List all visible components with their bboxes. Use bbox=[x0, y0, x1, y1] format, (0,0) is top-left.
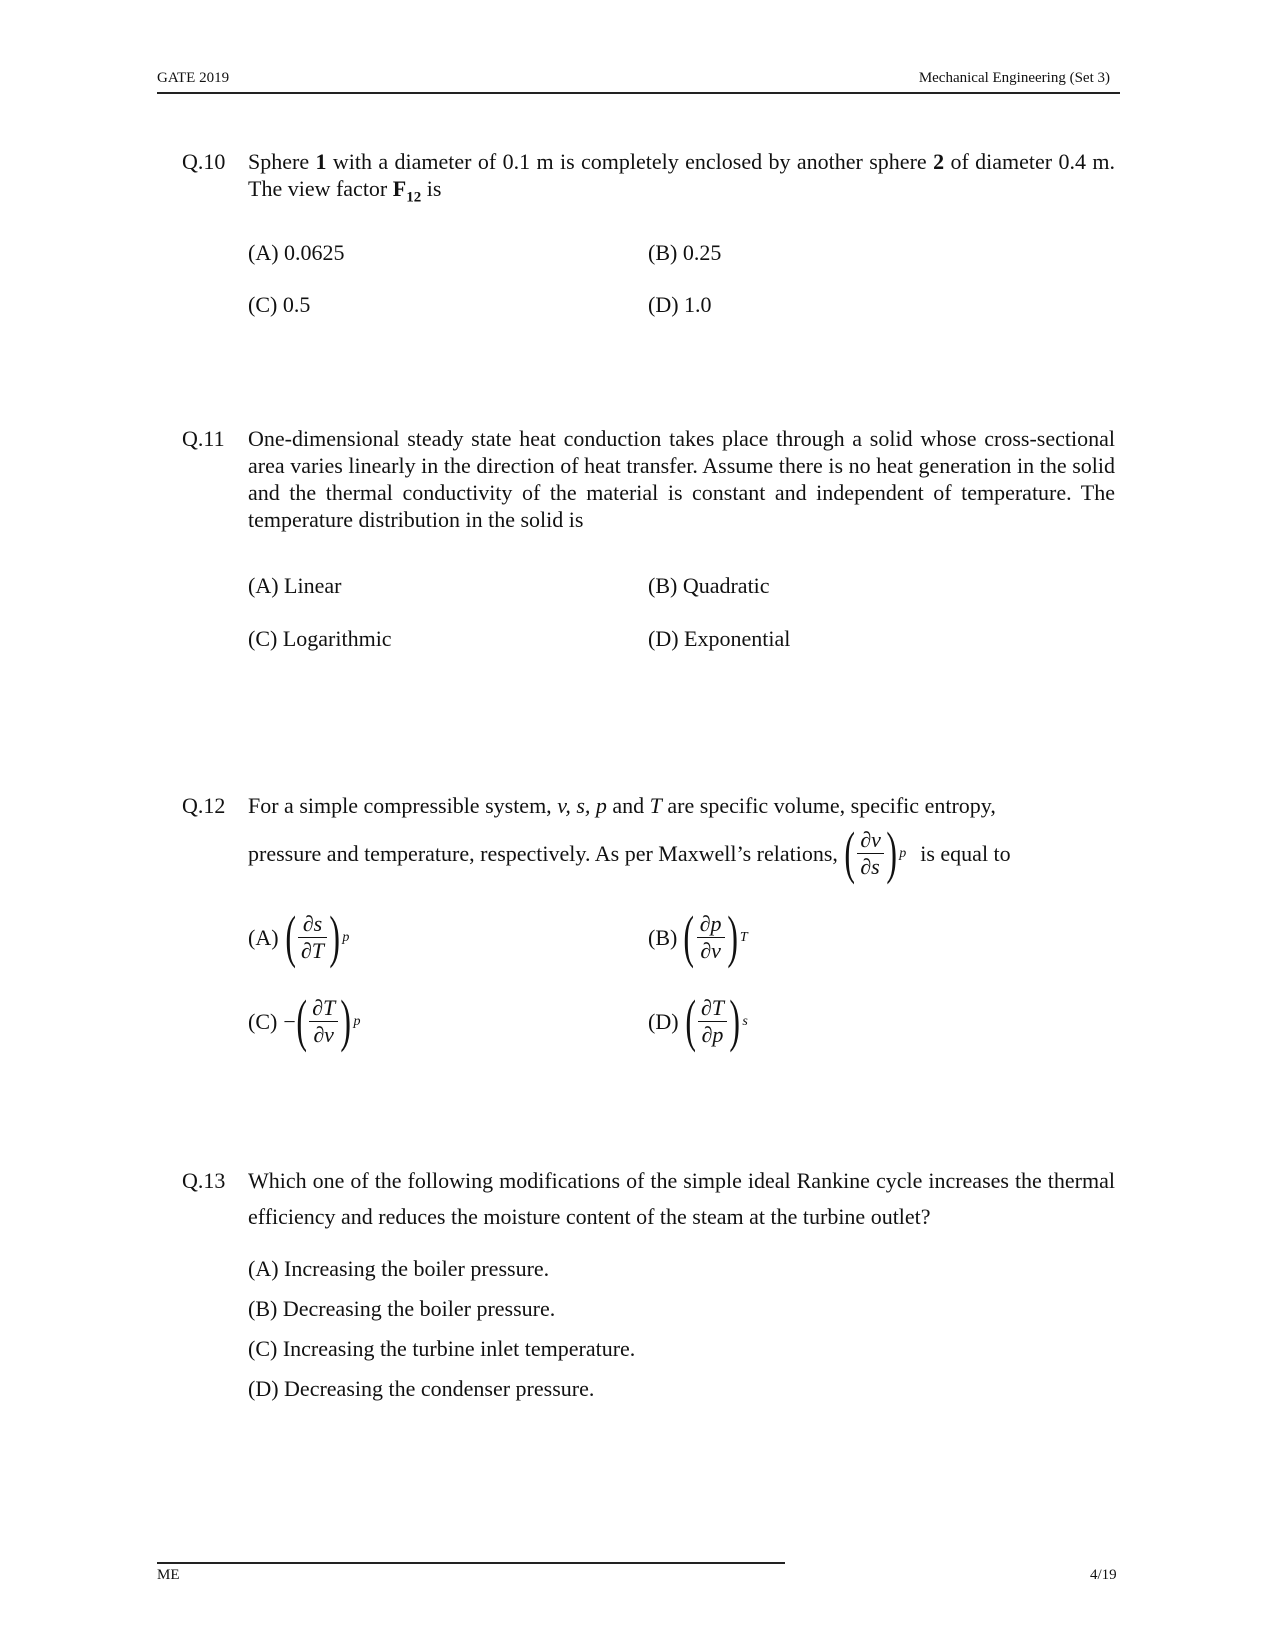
option-b[interactable]: (B) Decreasing the boiler pressure. bbox=[248, 1296, 556, 1321]
question-text: One-dimensional steady state heat conduction takes place through a solid whose cross-sectional area varies linearly in the direction of heat transfer. Assume there is no heat generation in the solid and the thermal conductivity of the material is constant and independent of temperature. The temperature distribution in the solid is bbox=[248, 426, 1115, 532]
exam-name: GATE 2019 bbox=[157, 70, 230, 86]
option-a[interactable]: (A) 0.0625 bbox=[248, 240, 345, 265]
option-d[interactable]: (D) 1.0 bbox=[648, 292, 712, 317]
question-number: Q.10 bbox=[182, 149, 226, 174]
question-12-line-2 bbox=[182, 820, 1115, 885]
question-text-line-1: For a simple compressible system, v, s, p and T are specific volume, specific entropy, bbox=[248, 793, 996, 818]
option-c[interactable]: (C) Increasing the turbine inlet temperature. bbox=[248, 1336, 636, 1361]
option-c[interactable]: (C) 0.5 bbox=[248, 292, 311, 317]
question-text: Which one of the following modifications of the simple ideal Rankine cycle increases the thermal efficiency and reduces the moisture content of the steam at the turbine outlet? bbox=[248, 1168, 1115, 1229]
paper-name: Mechanical Engineering (Set 3) bbox=[918, 70, 1110, 86]
option-b[interactable]: (B) Quadratic bbox=[648, 573, 770, 598]
question-number: Q.13 bbox=[182, 1168, 226, 1193]
question-text-end: is equal to bbox=[920, 840, 1011, 866]
footer-code: ME bbox=[157, 1567, 180, 1583]
page-header bbox=[157, 68, 1120, 94]
question-number: Q.11 bbox=[182, 426, 225, 451]
option-a[interactable]: (A) Increasing the boiler pressure. bbox=[248, 1256, 550, 1281]
question-text-line-2: pressure and temperature, respectively. As per Maxwell’s relations, bbox=[248, 840, 838, 866]
option-a[interactable]: (A) Linear bbox=[248, 573, 342, 598]
option-a[interactable]: (A) ( $\frac{\partial s}{\partial T}$ ) p bbox=[248, 904, 350, 969]
question-text: Sphere 1 with a diameter of 0.1 m is completely enclosed by another sphere 2 of diameter 0.4 m. The view factor $F_{12}$ is bbox=[248, 149, 1116, 206]
option-b[interactable]: (B) 0.25 bbox=[648, 240, 722, 265]
question-number: Q.12 bbox=[182, 793, 226, 818]
option-d[interactable]: (D) Decreasing the condenser pressure. bbox=[248, 1376, 595, 1401]
maxwell-expression: ( $\frac{\partial v}{\partial s}$ ) p bbox=[844, 820, 907, 885]
page-number: 4/19 bbox=[1090, 1567, 1117, 1583]
option-c[interactable]: (C) − ( $\frac{\partial T}{\partial v}$ ) p bbox=[248, 988, 361, 1053]
option-c[interactable]: (C) Logarithmic bbox=[248, 626, 392, 651]
option-d[interactable]: (D) ( $\frac{\partial T}{\partial p}$ ) s bbox=[648, 988, 748, 1053]
footer-divider bbox=[157, 1562, 785, 1564]
option-d[interactable]: (D) Exponential bbox=[648, 626, 791, 651]
option-b[interactable]: (B) ( $\frac{\partial p}{\partial v}$ ) T bbox=[648, 904, 748, 969]
